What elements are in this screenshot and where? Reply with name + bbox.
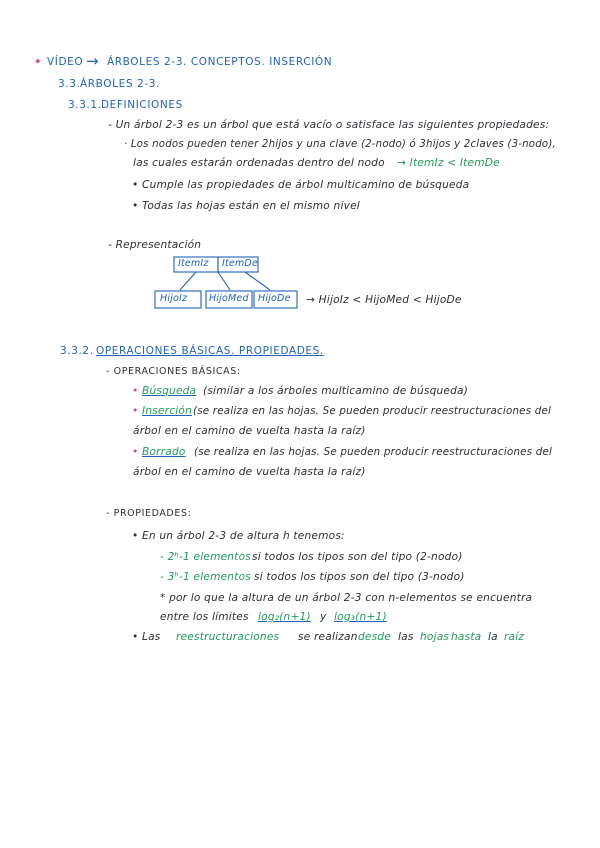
section-331-number: 3.3.1.	[68, 99, 102, 111]
property-3node-count: - 3ʰ-1 elementos	[160, 571, 251, 583]
property-height: • En un árbol 2-3 de altura h tenemos:	[132, 530, 345, 542]
op-delete-desc-cont: árbol en el camino de vuelta hasta la raíz)	[133, 466, 366, 478]
restructure-the: las	[398, 631, 414, 643]
restructure-until: hasta	[451, 631, 482, 643]
restructure-leaves: hojas	[420, 631, 450, 643]
restructure-prefix: • Las	[132, 631, 161, 643]
child-middle: HijoMed	[209, 293, 249, 304]
operations-label: - OPERACIONES BÁSICAS:	[106, 366, 241, 377]
property-height-bounds: * por lo que la altura de un árbol 2-3 con n-elementos se encuentra	[160, 592, 533, 604]
section-33-number: 3.3.	[58, 78, 81, 90]
property-3node-desc: si todos los tipos son del tipo (3-nodo)	[254, 571, 465, 583]
op-bullet-3: •	[132, 446, 139, 458]
definition-line-2: · Los nodos pueden tener 2hijos y una clave (2-nodo) ó 3hijos y 2claves (3-nodo),	[124, 139, 556, 150]
video-title: ÁRBOLES 2-3. CONCEPTOS. INSERCIÓN	[107, 56, 333, 68]
property-2node-desc: si todos los tipos son del tipo (2-nodo)	[252, 551, 463, 563]
bounds-prefix: entre los límites	[160, 611, 249, 623]
restructure-la: la	[488, 631, 498, 643]
section-33-title: ÁRBOLES 2-3.	[80, 78, 160, 90]
op-search-desc: (similar a los árboles multicamino de búsqueda)	[203, 385, 469, 397]
representation-label: - Representación	[108, 239, 202, 251]
bounds-log3: log₃(n+1)	[334, 611, 387, 623]
section-332-number: 3.3.2.	[60, 345, 94, 357]
property-2node-count: - 2ʰ-1 elementos	[160, 551, 251, 563]
restructure-root: raíz	[504, 631, 525, 643]
op-insert-desc: (se realiza en las hojas. Se pueden producir reestructuraciones del	[193, 405, 552, 417]
op-bullet-1: •	[132, 385, 139, 397]
bounds-log2: log₂(n+1)	[258, 611, 311, 623]
definition-line-1: - Un árbol 2-3 es un árbol que está vacío o satisface las siguientes propiedades:	[108, 119, 550, 131]
root-right-key: ItemDe	[222, 258, 258, 269]
op-delete-desc: (se realiza en las hojas. Se pueden producir reestructuraciones del	[194, 446, 553, 458]
restructure-word: reestructuraciones	[176, 631, 280, 643]
restructure-from: desde	[358, 631, 392, 643]
section-332-title: OPERACIONES BÁSICAS. PROPIEDADES.	[96, 345, 324, 357]
child-left: HijoIz	[160, 293, 188, 304]
header-arrow: →	[86, 52, 99, 70]
op-insert-name: Inserción	[142, 405, 192, 417]
bounds-and: y	[320, 611, 327, 623]
restructure-mid: se realizan	[298, 631, 358, 643]
op-delete-name: Borrado	[142, 446, 186, 458]
root-left-key: ItemIz	[178, 258, 209, 269]
properties-label: - PROPIEDADES:	[106, 508, 192, 519]
definition-order-rule: → ItemIz < ItemDe	[397, 157, 500, 169]
children-order-rule: → HijoIz < HijoMed < HijoDe	[306, 294, 462, 306]
op-insert-desc-cont: árbol en el camino de vuelta hasta la raíz)	[133, 425, 366, 437]
definition-line-3: las cuales estarán ordenadas dentro del nodo	[133, 157, 385, 169]
video-label: VÍDEO	[47, 56, 84, 68]
definition-line-4: • Cumple las propiedades de árbol multicamino de búsqueda	[132, 179, 470, 191]
child-right: HijoDe	[258, 293, 291, 304]
op-bullet-2: •	[132, 405, 139, 417]
header-bullet: •	[34, 55, 43, 70]
section-331-title: DEFINICIONES	[101, 99, 183, 111]
definition-line-5: • Todas las hojas están en el mismo nivel	[132, 200, 360, 212]
op-search-name: Búsqueda	[142, 385, 197, 397]
